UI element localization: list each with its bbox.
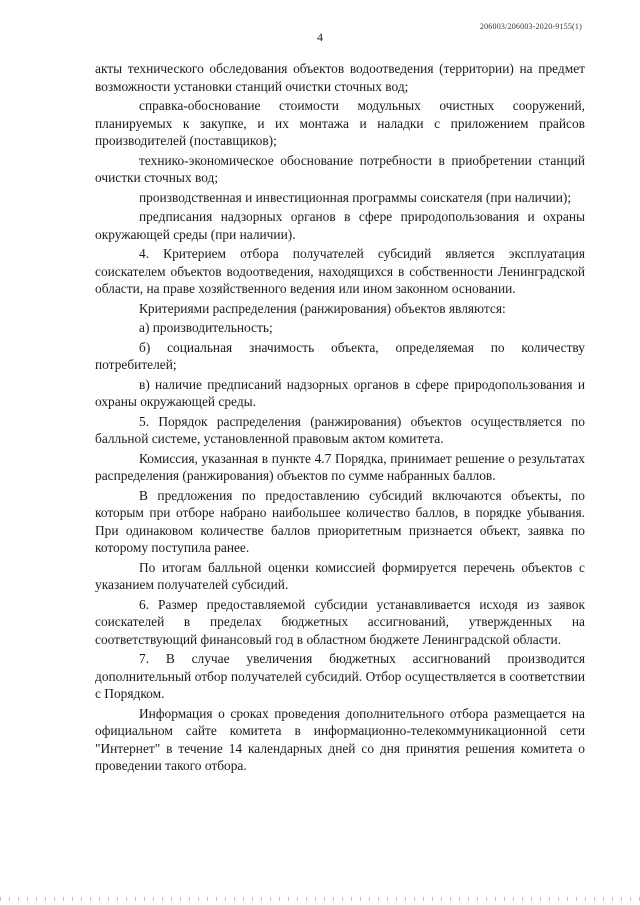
scan-edge-strip <box>0 897 640 901</box>
paragraph: предписания надзорных органов в сфере природопользования и охраны окружающей среды (при наличии). <box>95 209 585 242</box>
paragraph: 5. Порядок распределения (ранжирования) объектов осуществляется по балльной системе, установленной правовым актом комитета. <box>95 413 585 446</box>
paragraph: акты технического обследования объектов водоотведения (территории) на предмет возможности установки станций очистки сточных вод; <box>95 61 585 94</box>
document-code: 206003/206003-2020-9155(1) <box>479 22 582 31</box>
paragraph: В предложения по предоставлению субсидий включаются объекты, по которым при отборе набрано наибольшее количество баллов, в порядке убывания. При одинаковом количестве баллов приоритетным признается объект, заявка по которому поступила ранее. <box>95 487 585 555</box>
paragraph: Информация о сроках проведения дополнительного отбора размещается на официальном сайте комитета в информационно-телекоммуникационной сети "Интернет" в течение 14 календарных дней со дня принятия решения комитета о проведении такого отбора. <box>95 705 585 773</box>
paragraph: Комиссия, указанная в пункте 4.7 Порядка, принимает решение о результатах распределения (ранжирования) объектов по сумме набранных баллов. <box>95 450 585 483</box>
paragraph: 4. Критерием отбора получателей субсидий является эксплуатация соискателем объектов водоотведения, находящихся в собственности Ленинградской области, на праве хозяйственного ведения или ином законном основании. <box>95 246 585 296</box>
page-number: 4 <box>317 30 323 44</box>
paragraph: а) производительность; <box>139 320 273 335</box>
paragraph: Критериями распределения (ранжирования) объектов являются: <box>139 300 506 316</box>
paragraph: По итогам балльной оценки комиссией формируется перечень объектов с указанием получателей субсидий. <box>95 559 585 592</box>
paragraph: производственная и инвестиционная программы соискателя (при наличии); <box>139 189 572 205</box>
paragraph: справка-обоснование стоимости модульных очистных сооружений, планируемых к закупке, и их монтажа и наладки с приложением прайсов производителей (поставщиков); <box>95 98 585 148</box>
paragraph: технико-экономическое обоснование потребности в приобретении станций очистки сточных вод; <box>95 152 585 185</box>
paragraph: 7. В случае увеличения бюджетных ассигнований производится дополнительный отбор получателей субсидий. Отбор осуществляется в соответствии с Порядком. <box>95 651 585 701</box>
document-body <box>95 60 585 777</box>
paragraph: б) социальная значимость объекта, определяемая по количеству потребителей; <box>95 339 585 372</box>
paragraph: в) наличие предписаний надзорных органов в сфере природопользования и охраны окружающей среды. <box>95 376 585 409</box>
paragraph: 6. Размер предоставляемой субсидии устанавливается исходя из заявок соискателей в пределах бюджетных ассигнований, утвержденных на соответствующий финансовый год в областном бюджете Ленинградской области. <box>95 596 585 647</box>
